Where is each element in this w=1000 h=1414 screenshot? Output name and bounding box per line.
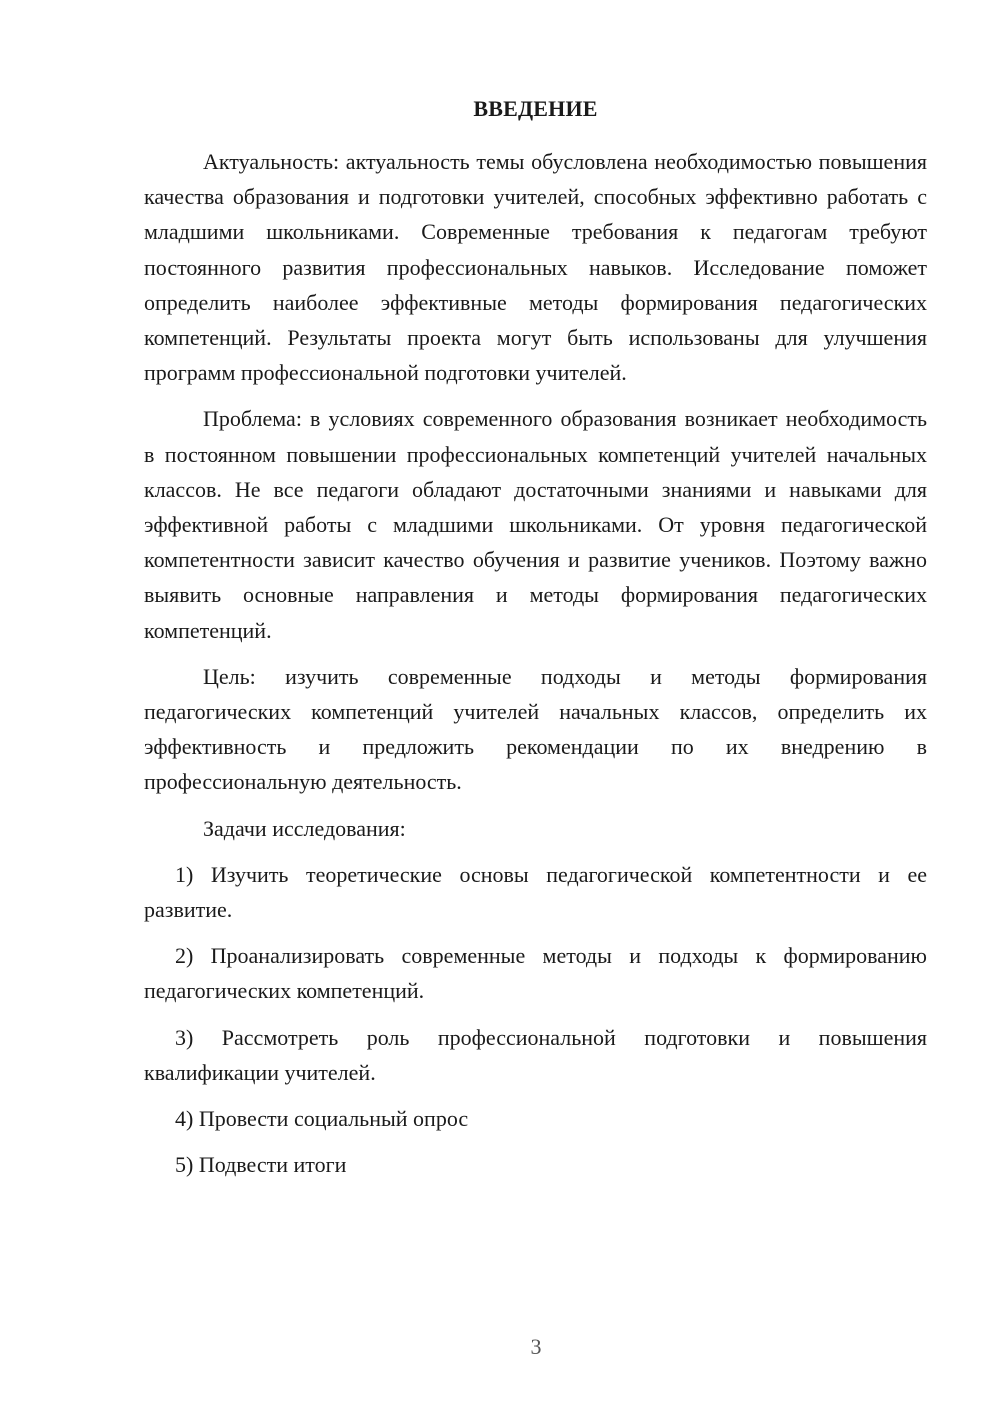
task-item-2: 2) Проанализировать современные методы и подходы к формированию педагогических компетенций. <box>144 943 927 1004</box>
task-item-1: 1) Изучить теоретические основы педагогической компетентности и ее развитие. <box>144 861 927 923</box>
task-item-4: 4) Провести социальный опрос <box>175 1106 469 1132</box>
task-item-3: 3) Рассмотреть роль профессиональной подготовки и повышения квалификации учителей. <box>144 1024 927 1085</box>
task-item-5: 5) Подвести итоги <box>175 1152 347 1178</box>
paragraph-problem: Проблема: в условиях современного образования возникает необходимость в постоянном повышении профессиональных компетенций учителей начальных классов. Не все педагоги обладают достаточными знаниями и навыками для эффективной работы с младшими школьниками. От уровня педагогической компетентности зависит качество обучения и развитие учеников. Поэтому важно выявить основные направления и методы формирования педагогических компетенций. <box>144 406 927 643</box>
paragraph-goal: Цель: изучить современные подходы и методы формирования педагогических компетенций учителей начальных классов, определить их эффективность и предложить рекомендации по их внедрению в профессиональную деятельность. <box>144 663 927 795</box>
section-heading: ВВЕДЕНИЕ <box>473 96 598 121</box>
page-content <box>144 94 927 1193</box>
page-number: 3 <box>530 1334 542 1359</box>
tasks-label: Задачи исследования: <box>203 815 406 841</box>
paragraph-relevance: Актуальность: актуальность темы обусловлена необходимостью повышения качества образования и подготовки учителей, способных эффективно работать с младшими школьниками. Современные требования к педагогам требуют постоянного развития профессиональных навыков. Исследование поможет определить наиболее эффективные методы формирования педагогических компетенций. Результаты проекта могут быть использованы для улучшения программ профессиональной подготовки учителей. <box>144 149 927 386</box>
